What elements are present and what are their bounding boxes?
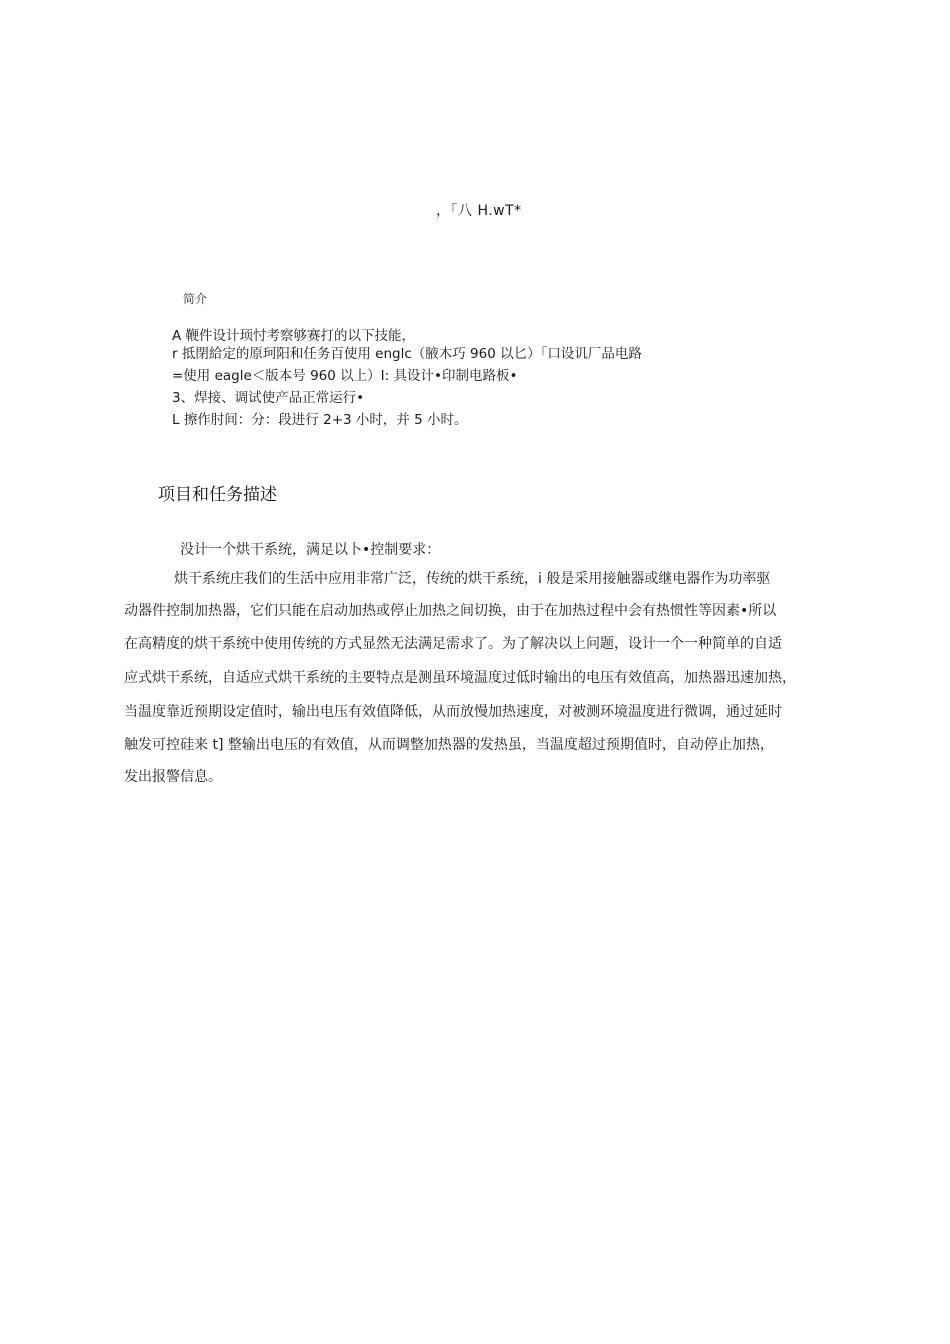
paragraph-line: 触发可控硅来 t] 整输出电压的有效值，从而调整加热器的发热虽，当温度超过预期值时，自动停止加热， — [124, 737, 774, 753]
section-heading: 项目和任务描述 — [158, 485, 277, 505]
intro-line: A 鞭件设计顼忖考察够赛打的以下技能， — [172, 328, 416, 344]
paragraph-line: 动器件控制加热器，它们只能在启动加热或停止加热之间切换，由于在加热过程中会有热惯性等因素•所以 — [124, 603, 777, 619]
intro-line: L 擦作肘间：分：段进行 2+3 小时，并 5 小时。 — [172, 412, 468, 428]
intro-line: 3、焊接、调试使产品正常运行• — [172, 390, 365, 406]
paragraph-line: 发出报警信息。 — [124, 769, 222, 785]
intro-line: r 抵閉給定的原珂阳和任务百使用 englc（腋木巧 960 以匕）「口设讥厂品电路 — [172, 346, 642, 362]
paragraph-line: 烘干系统庄我们的生活中应用非常广泛，传统的烘干系统，i 般是采用接触器或继电器作为功率驱 — [174, 571, 771, 587]
intro-line: =使用 eagle＜版本号 960 以上）I: 具设计•印制电路板• — [172, 368, 518, 384]
paragraph-line: 在高精度的烘干系统中使用传统的方式显然无法满足需求了。为了解决以上问题，设计一个一种简单的自适 — [124, 636, 782, 652]
paragraph-line: 没计一个烘干系统，满足以卜•控制要求： — [180, 542, 441, 558]
paragraph-line: 当温度靠近预期设定值时，输出电压有效值降低，从而放慢加热速度，对被测环境温度进行微调，通过延时 — [124, 704, 782, 720]
paragraph-line: 应式烘干系统，自适应式烘干系统的主要特点是测虽环境温度过低时输出的电压有效值高，加热器迅速加热， — [124, 670, 796, 686]
intro-heading: 简介 — [183, 292, 208, 306]
header-mark: ，「八 H.wT* — [436, 203, 522, 219]
